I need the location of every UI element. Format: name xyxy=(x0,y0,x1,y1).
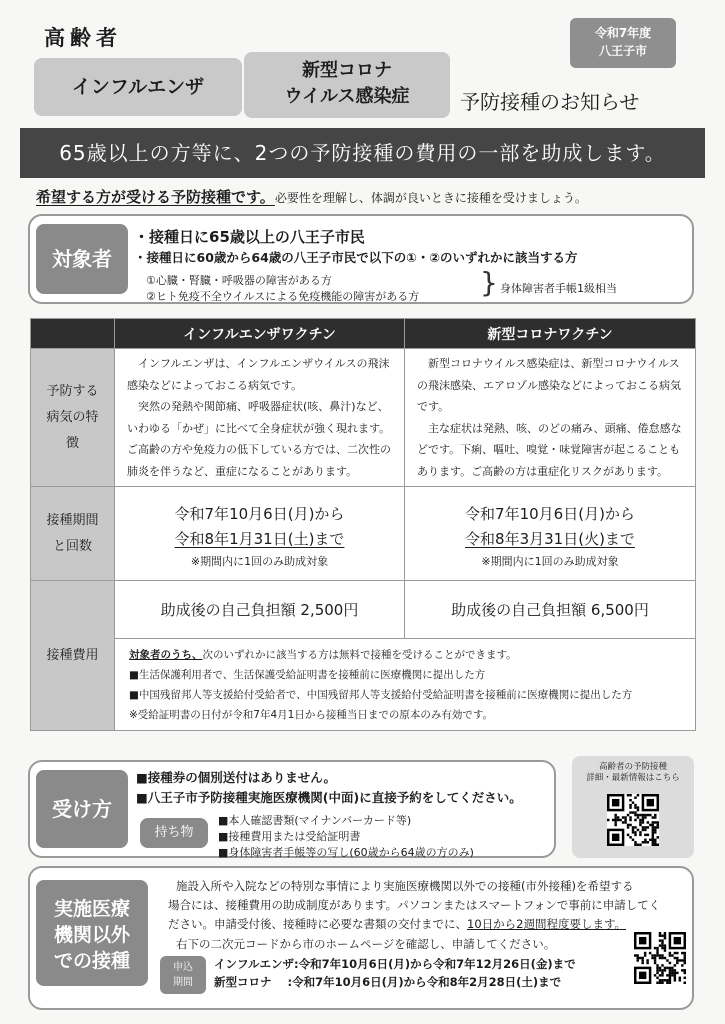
qr-code-icon[interactable] xyxy=(607,794,659,846)
bring-item-2: ■接種費用または受給証明書 xyxy=(218,830,361,843)
audience-label: 高齢者 xyxy=(44,26,122,50)
period-flu: インフルエンザ:令和7年10月6日(月)から令和7年12月26日(金)まで xyxy=(214,957,576,971)
header-flu: インフルエンザワクチン xyxy=(115,319,405,349)
target-tag: 対象者 xyxy=(36,224,128,294)
covid-description: 新型コロナウイルス感染症は、新型コロナウイルスの飛沫感染、エアロゾル感染などによっておこる病気です。 主な症状は発熱、咳、のどの痛み、頭痛、倦怠感などです。下痢、嘔吐、嗅覚・味覚障害が起こることもあります。ご高齢の方は重症化リスクがあります。 xyxy=(405,349,696,487)
table-header-row xyxy=(31,319,696,349)
target-line-2: ・接種日に60歳から64歳の八王子市民で以下の①・②のいずれかに該当する方 xyxy=(134,250,578,265)
other-line-4: 右下の二次元コードから市のホームページを確認し、申請してください。 xyxy=(176,937,556,951)
fiscal-year: 令和7年度 xyxy=(594,26,652,40)
year-badge xyxy=(570,18,676,68)
header-covid: 新型コロナワクチン xyxy=(405,319,696,349)
row-label-cost: 接種費用 xyxy=(31,581,115,731)
bring-item-1: ■本人確認書類(マイナンバーカード等) xyxy=(218,814,412,827)
receive-line-1: ■接種券の個別送付はありません。 xyxy=(136,770,337,785)
covid-pill-line2: ウイルス感染症 xyxy=(284,86,410,107)
covid-pill-line1: 新型コロナ xyxy=(302,60,392,81)
application-period-tag: 申込 期間 xyxy=(160,956,206,994)
city-name: 八王子市 xyxy=(598,44,647,58)
covid-cost: 助成後の自己負担額 6,500円 xyxy=(405,581,696,639)
target-line-1: ・接種日に65歳以上の八王子市民 xyxy=(134,228,365,246)
bring-item-3: ■身体障害者手帳等の写し(60歳から64歳の方のみ) xyxy=(218,846,474,859)
qr-caption: 高齢者の予防接種 詳細・最新情報はこちら xyxy=(586,762,680,783)
other-line-2: 場合には、接種費用の助成制度があります。パソコンまたはスマートフォンで事前に申請してく xyxy=(168,898,661,912)
intro-lead: 希望する方が受ける予防接種です。 xyxy=(36,188,275,206)
intro-text xyxy=(36,186,706,207)
vaccine-table xyxy=(30,318,696,731)
table-row xyxy=(31,487,696,581)
covid-pill xyxy=(244,52,450,118)
flu-cost: 助成後の自己負担額 2,500円 xyxy=(115,581,405,639)
header-empty xyxy=(31,319,115,349)
flu-period: 令和7年10月6日(月)から 令和8年1月31日(土)まで ※期間内に1回のみ助成対象 xyxy=(115,487,405,581)
receive-line-2: ■八王子市予防接種実施医療機関(中面)に直接予約をしてください。 xyxy=(136,790,522,805)
subsidy-banner: 65歳以上の方等に、2つの予防接種の費用の一部を助成します。 xyxy=(20,128,705,178)
table-row xyxy=(31,639,696,731)
receive-tag: 受け方 xyxy=(36,770,128,848)
free-eligibility: 対象者のうち、次のいずれかに該当する方は無料で接種を受けることができます。 ■生活保護利用者で、生活保護受給証明書を接種前に医療機関に提出した方 ■中国残留邦人等支援給付受給者で、中国残留邦人等支援給付受給証明書を接種前に医療機関に提出した方 ※受給証明書の日付が令和7年4月1日から接種当日までの原本のみ有効です。 xyxy=(115,639,696,731)
brace-icon: } xyxy=(480,266,498,299)
table-row xyxy=(31,581,696,639)
covid-period: 令和7年10月6日(月)から 令和8年3月31日(火)まで ※期間内に1回のみ助成対象 xyxy=(405,487,696,581)
other-line-1: 施設入所や入院などの特別な事情により実施医療機関以外での接種(市外接種)を希望する xyxy=(176,879,634,893)
intro-rest: 必要性を理解し、体調が良いときに接種を受けましょう。 xyxy=(274,191,587,205)
row-label-disease: 予防する病気の特徴 xyxy=(31,349,115,487)
target-condition-1: ①心臓・腎臓・呼吸器の障害がある方 xyxy=(146,274,332,287)
disability-note: 身体障害者手帳1級相当 xyxy=(500,282,617,295)
period-covid: 新型コロナ :令和7年10月6日(月)から令和8年2月28日(土)まで xyxy=(214,975,562,989)
flu-pill: インフルエンザ xyxy=(34,58,242,116)
row-label-period: 接種期間と回数 xyxy=(31,487,115,581)
target-condition-2: ②ヒト免疫不全ウイルスによる免疫機能の障害がある方 xyxy=(146,290,420,303)
qr-code-icon[interactable] xyxy=(634,932,686,984)
other-facility-tag: 実施医療 機関以外 での接種 xyxy=(36,880,148,986)
flu-description: インフルエンザは、インフルエンザウイルスの飛沫感染などによっておこる病気です。 突然の発熱や関節痛、呼吸器症状(咳、鼻汁)など、いわゆる「かぜ」に比べて全身症状が強く現れます。ご高齢の方や免疫力の低下している方では、二次性の肺炎を伴うなど、重症になることがあります。 xyxy=(115,349,405,487)
other-line-3: ださい。申請受付後、接種時に必要な書類の交付までに、10日から2週間程度要します。 xyxy=(168,917,627,931)
notice-title: 予防接種のお知らせ xyxy=(460,90,640,114)
table-row xyxy=(31,349,696,487)
bring-tag: 持ち物 xyxy=(140,818,208,848)
